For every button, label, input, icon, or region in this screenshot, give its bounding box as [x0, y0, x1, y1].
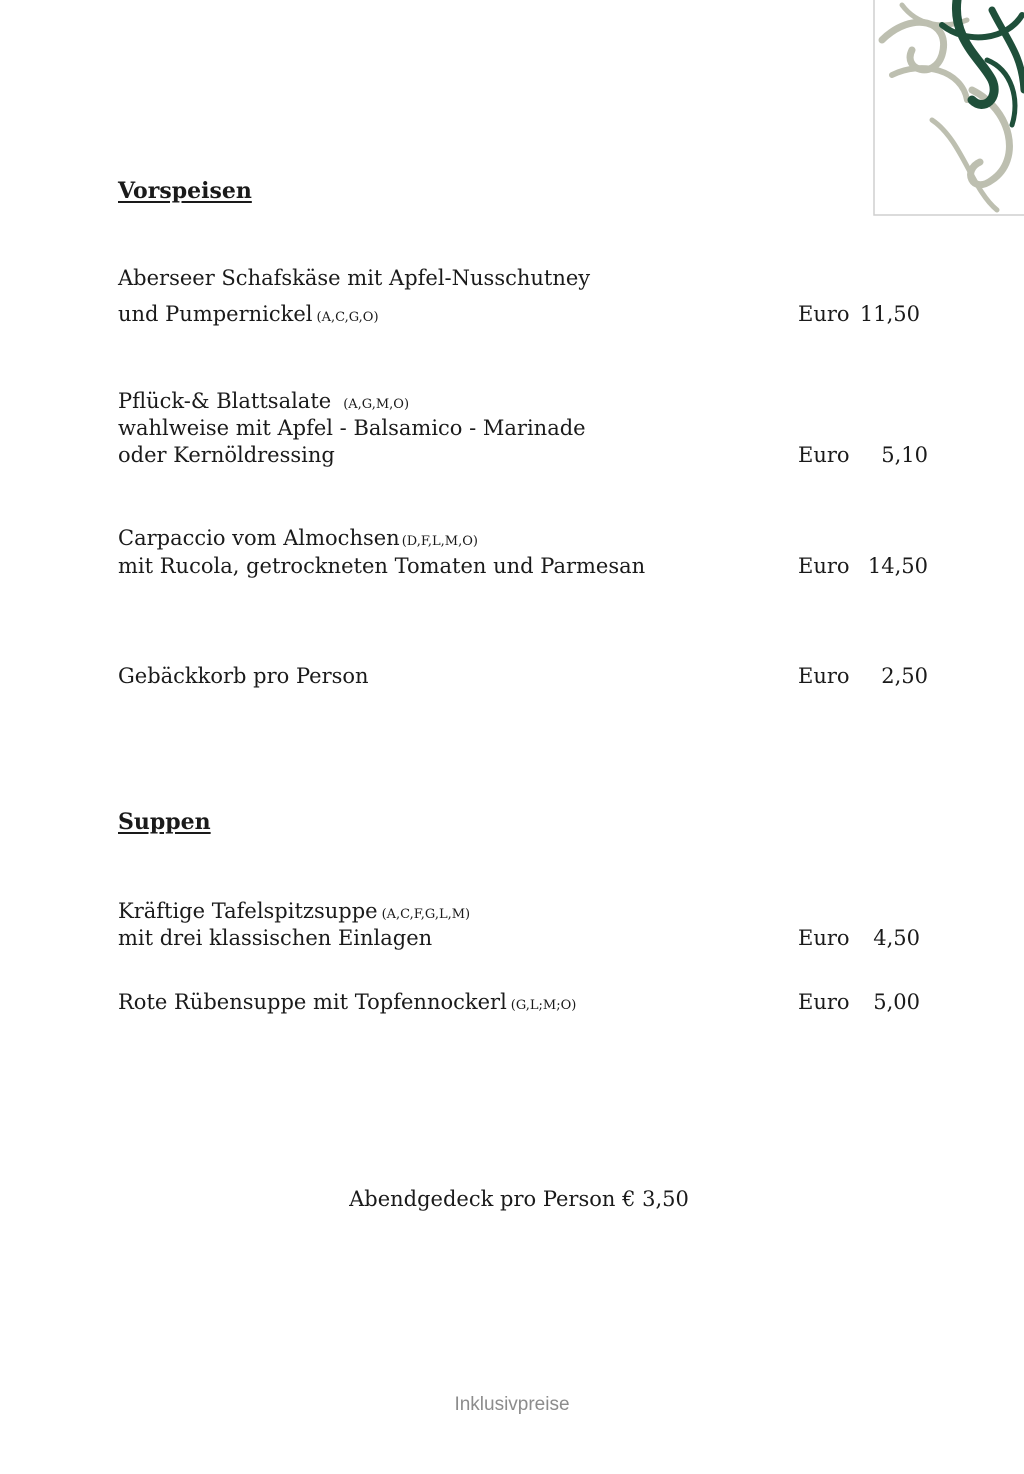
currency-label: Euro — [798, 926, 850, 950]
price-amount: 2,50 — [881, 664, 928, 688]
footer-note: Inklusivpreise — [454, 1394, 570, 1415]
item-line: Aberseer Schafskäse mit Apfel-Nusschutney — [118, 266, 591, 290]
cover-charge: Abendgedeck pro Person € 3,50 — [349, 1187, 689, 1211]
section-title-vorspeisen: Vorspeisen — [118, 178, 252, 204]
item-line: Pflück-& Blattsalate — [118, 389, 332, 413]
item-line: Rote Rübensuppe mit Topfennockerl — [118, 990, 507, 1014]
item-line: Kräftige Tafelspitzsuppe — [118, 899, 378, 923]
ornament-decoration — [872, 0, 1024, 217]
allergen-codes: (A,G,M,O) — [343, 397, 410, 412]
currency-label: Euro — [798, 554, 850, 578]
item-line: mit Rucola, getrockneten Tomaten und Parmesan — [118, 554, 646, 578]
item-line: mit drei klassischen Einlagen — [118, 926, 433, 950]
item-line: Gebäckkorb pro Person — [118, 664, 369, 688]
price-amount: 14,50 — [867, 554, 928, 578]
allergen-codes: (A,C,F,G,L,M) — [381, 907, 471, 922]
item-line: und Pumpernickel — [118, 302, 313, 326]
price-amount: 4,50 — [873, 926, 920, 950]
allergen-codes: (A,C,G,O) — [316, 310, 379, 325]
section-title-suppen: Suppen — [118, 809, 211, 835]
price-amount: 5,10 — [881, 443, 928, 467]
price-amount: 5,00 — [873, 990, 920, 1014]
currency-label: Euro — [798, 443, 850, 467]
allergen-codes: (D,F,L,M,O) — [401, 534, 478, 549]
price-amount: 11,50 — [859, 302, 920, 326]
currency-label: Euro — [798, 990, 850, 1014]
item-line: Carpaccio vom Almochsen — [118, 526, 400, 550]
allergen-codes: (G,L;M;O) — [510, 998, 577, 1013]
currency-label: Euro — [798, 302, 850, 326]
item-line: oder Kernöldressing — [118, 443, 335, 467]
currency-label: Euro — [798, 664, 850, 688]
item-line: wahlweise mit Apfel - Balsamico - Marinade — [118, 416, 586, 440]
